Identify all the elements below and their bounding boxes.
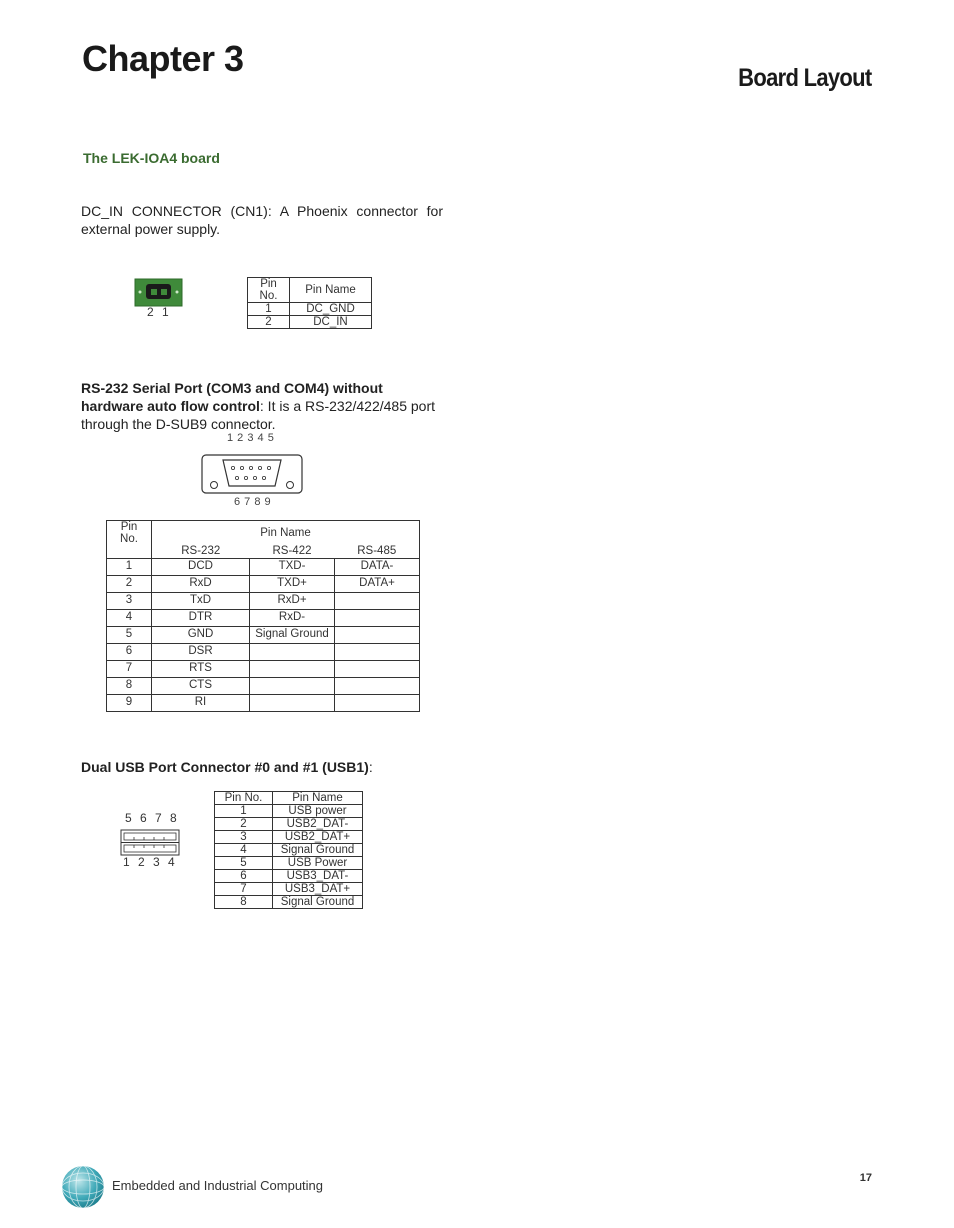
pin-no-cell: 1 (215, 805, 273, 818)
usb-title-colon: : (368, 759, 373, 775)
rs232-cell: RI (152, 694, 250, 711)
pin-no-cell: 6 (215, 870, 273, 883)
footer-tagline: Embedded and Industrial Computing (112, 1178, 324, 1193)
dsub9-top-pin-labels: 1 2 3 4 5 (227, 432, 275, 444)
pin-no-cell: 5 (107, 626, 152, 643)
table-header-row (107, 521, 420, 546)
table-row (107, 694, 420, 711)
table-row (107, 626, 420, 643)
rs485-cell (335, 694, 420, 711)
rs232-title-line3: through the D-SUB9 connector. (81, 416, 276, 432)
table-row (107, 660, 420, 677)
pin-name-cell: USB2_DAT- (273, 818, 363, 831)
rs422-cell (250, 660, 335, 677)
pin-no-cell: 7 (215, 883, 273, 896)
rs422-cell (250, 677, 335, 694)
pin-name-cell: USB2_DAT+ (273, 831, 363, 844)
rs422-cell: TXD+ (250, 575, 335, 592)
usb-header-icon (120, 829, 180, 857)
table-row (107, 677, 420, 694)
usb-bottom-pin-labels: 1 2 3 4 (123, 855, 175, 869)
usb-title-bold: Dual USB Port Connector #0 and #1 (USB1) (81, 759, 369, 775)
table-row (215, 857, 363, 870)
pin-no-cell: 1 (107, 558, 152, 575)
rs485-cell: DATA- (335, 558, 420, 575)
pin-name-cell: USB3_DAT- (273, 870, 363, 883)
rs485-cell (335, 660, 420, 677)
board-subheading: The LEK-IOA4 board (83, 150, 220, 166)
table-row (248, 316, 372, 329)
table-row (215, 883, 363, 896)
chapter-title: Chapter 3 (82, 38, 244, 79)
pin-no-cell: 2 (248, 316, 290, 329)
rs232-cell: RxD (152, 575, 250, 592)
header-rs485: RS-485 (335, 545, 420, 558)
rs422-cell (250, 694, 335, 711)
table-row (107, 643, 420, 660)
rs232-description (81, 379, 451, 433)
phoenix-connector-icon (134, 278, 184, 308)
pin-no-cell: 7 (107, 660, 152, 677)
table-row (107, 575, 420, 592)
table-row (107, 609, 420, 626)
table-row (248, 303, 372, 316)
rs232-cell: GND (152, 626, 250, 643)
pin-no-cell: 5 (215, 857, 273, 870)
rs232-title-rest: : It is a RS-232/422/485 port (259, 398, 436, 414)
pin-no-cell: 4 (107, 609, 152, 626)
usb-title (81, 758, 373, 776)
table-row (215, 831, 363, 844)
usb-pin-table (214, 791, 363, 909)
rs485-cell (335, 592, 420, 609)
rs232-cell: RTS (152, 660, 250, 677)
rs485-cell (335, 643, 420, 660)
header-rs232: RS-232 (152, 545, 250, 558)
pin-name-cell: DC_IN (290, 316, 372, 329)
rs232-cell: DTR (152, 609, 250, 626)
rs232-title-line2 (81, 397, 451, 415)
rs232-pin-table (106, 520, 420, 712)
table-row (215, 818, 363, 831)
usb-top-pin-labels: 5 6 7 8 (125, 811, 177, 825)
pin-name-cell: USB Power (273, 857, 363, 870)
header-pin-no: Pin No. (107, 521, 152, 546)
header-pin-name: Pin Name (152, 521, 420, 546)
dc-in-pin-table (247, 277, 372, 329)
rs232-cell: DSR (152, 643, 250, 660)
rs232-title-bold: hardware auto flow control (81, 398, 260, 414)
page-number: 17 (859, 1172, 872, 1184)
header-pin-name: Pin Name (273, 792, 363, 805)
pin-no-cell: 2 (215, 818, 273, 831)
dsub9-connector-icon (201, 454, 303, 494)
pin-no-cell: 8 (215, 896, 273, 909)
rs485-cell (335, 626, 420, 643)
rs232-cell: TxD (152, 592, 250, 609)
table-row (215, 805, 363, 818)
rs232-cell: CTS (152, 677, 250, 694)
rs422-cell: Signal Ground (250, 626, 335, 643)
table-row (215, 844, 363, 857)
table-row (215, 896, 363, 909)
table-row (107, 558, 420, 575)
pin-name-cell: USB3_DAT+ (273, 883, 363, 896)
rs232-cell: DCD (152, 558, 250, 575)
header-pin-no: Pin No. (215, 792, 273, 805)
rs232-title-line1: RS-232 Serial Port (COM3 and COM4) without (81, 380, 383, 396)
section-title: Board Layout (738, 64, 872, 92)
pin-no-cell: 4 (215, 844, 273, 857)
table-row (215, 870, 363, 883)
header-pin-name: Pin Name (290, 278, 372, 303)
rs485-cell (335, 677, 420, 694)
table-header-row (248, 278, 372, 303)
pin-no-cell: 9 (107, 694, 152, 711)
rs485-cell: DATA+ (335, 575, 420, 592)
rs422-cell (250, 643, 335, 660)
rs422-cell: RxD+ (250, 592, 335, 609)
pin-no-cell: 1 (248, 303, 290, 316)
rs485-cell (335, 609, 420, 626)
table-subheader-row (107, 545, 420, 558)
pin-name-cell: USB power (273, 805, 363, 818)
globe-logo-icon (60, 1164, 106, 1210)
header-rs422: RS-422 (250, 545, 335, 558)
dc-in-desc-line2: external power supply. (81, 221, 221, 237)
rs422-cell: TXD- (250, 558, 335, 575)
pin-no-cell: 3 (215, 831, 273, 844)
dc-in-desc-line1: DC_IN CONNECTOR (CN1): A Phoenix connector for (81, 203, 443, 219)
dc-in-description (81, 202, 443, 238)
pin-no-cell: 2 (107, 575, 152, 592)
header-pin-no: Pin No. (248, 278, 290, 303)
dsub9-bottom-pin-labels: 6 7 8 9 (234, 496, 272, 508)
pin-no-cell: 8 (107, 677, 152, 694)
pin-name-cell: Signal Ground (273, 844, 363, 857)
pin-name-cell: DC_GND (290, 303, 372, 316)
pin-no-cell: 3 (107, 592, 152, 609)
pin-no-cell: 6 (107, 643, 152, 660)
pin-name-cell: Signal Ground (273, 896, 363, 909)
table-header-row (215, 792, 363, 805)
rs422-cell: RxD- (250, 609, 335, 626)
header-pin-no-blank (107, 545, 152, 558)
table-row (107, 592, 420, 609)
dc-in-pin-labels: 2 1 (147, 305, 169, 319)
